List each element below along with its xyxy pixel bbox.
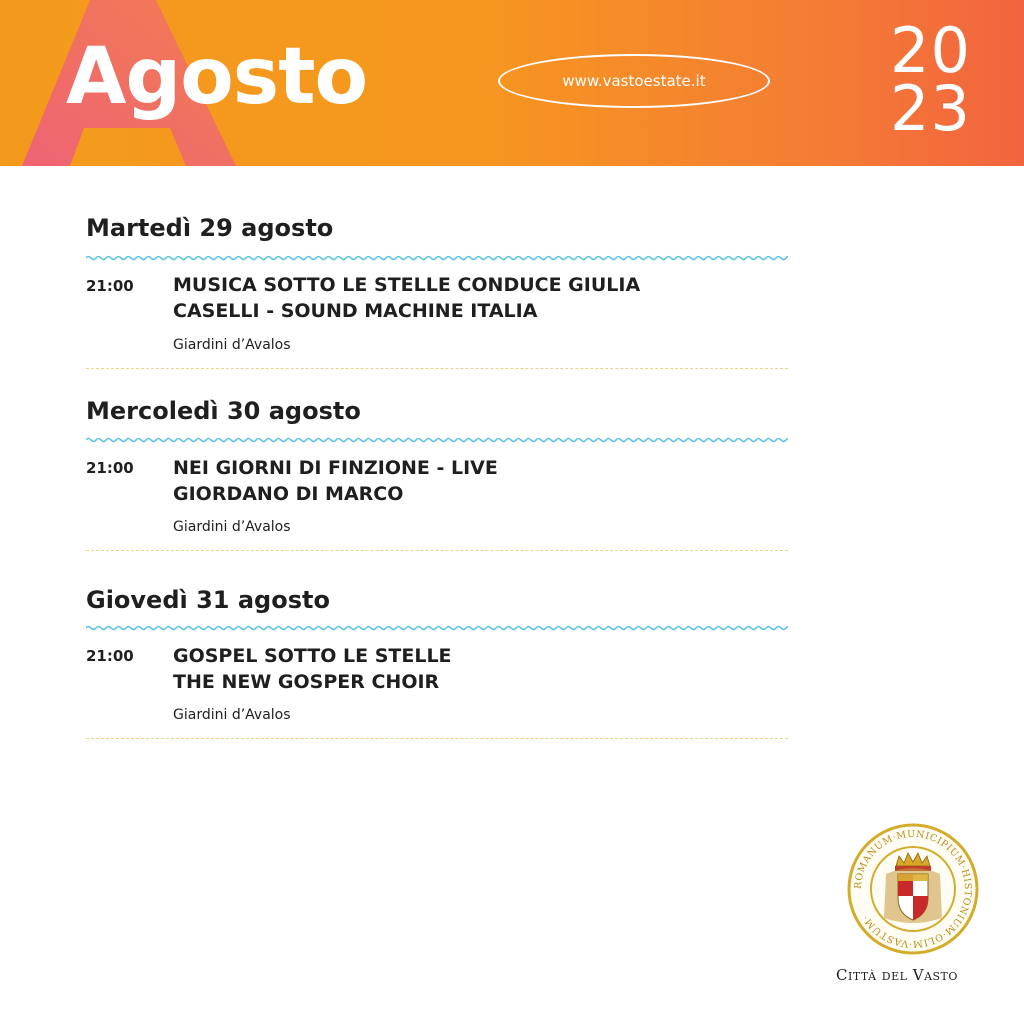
city-seal-icon: [846, 822, 980, 956]
event-venue: Giardini d’Avalos: [173, 519, 291, 535]
event-title-line: CASELLI - SOUND MACHINE ITALIA: [173, 300, 538, 322]
event-title: [173, 455, 773, 507]
page-title: Agosto: [66, 32, 368, 122]
wave-divider: [86, 254, 788, 262]
dotted-divider: [86, 550, 788, 551]
dotted-divider: [86, 368, 788, 369]
event-title-line: GIORDANO DI MARCO: [173, 483, 404, 505]
year-bottom: 23: [890, 72, 971, 145]
event-title-line: THE NEW GOSPER CHOIR: [173, 671, 440, 693]
day-heading: Martedì 29 agosto: [86, 214, 334, 242]
event-title: [173, 643, 773, 695]
event-venue: Giardini d’Avalos: [173, 337, 291, 353]
event-title-line: GOSPEL SOTTO LE STELLE: [173, 645, 452, 667]
svg-text:ROMANUM·MUNICIPIUM·HISTONIUM·O: ROMANUM·MUNICIPIUM·HISTONIUM·OLIM·VASTUM·: [852, 828, 974, 950]
header-banner: [0, 0, 1024, 166]
dotted-divider: [86, 738, 788, 739]
event-time: 21:00: [86, 459, 134, 477]
website-link[interactable]: www.vastoestate.it: [498, 54, 770, 108]
wave-divider: [86, 436, 788, 444]
event-venue: Giardini d’Avalos: [173, 707, 291, 723]
event-title-line: MUSICA SOTTO LE STELLE CONDUCE GIULIA: [173, 274, 641, 296]
year-label: [890, 14, 990, 145]
year-top: 20: [890, 14, 971, 87]
day-heading: Mercoledì 30 agosto: [86, 397, 361, 425]
day-heading: Giovedì 31 agosto: [86, 586, 330, 614]
event-time: 21:00: [86, 647, 134, 665]
wave-divider: [86, 624, 788, 632]
event-title-line: NEI GIORNI DI FINZIONE - LIVE: [173, 457, 498, 479]
city-name: Città del Vasto: [836, 966, 958, 984]
event-time: 21:00: [86, 277, 134, 295]
event-title: [173, 272, 773, 324]
